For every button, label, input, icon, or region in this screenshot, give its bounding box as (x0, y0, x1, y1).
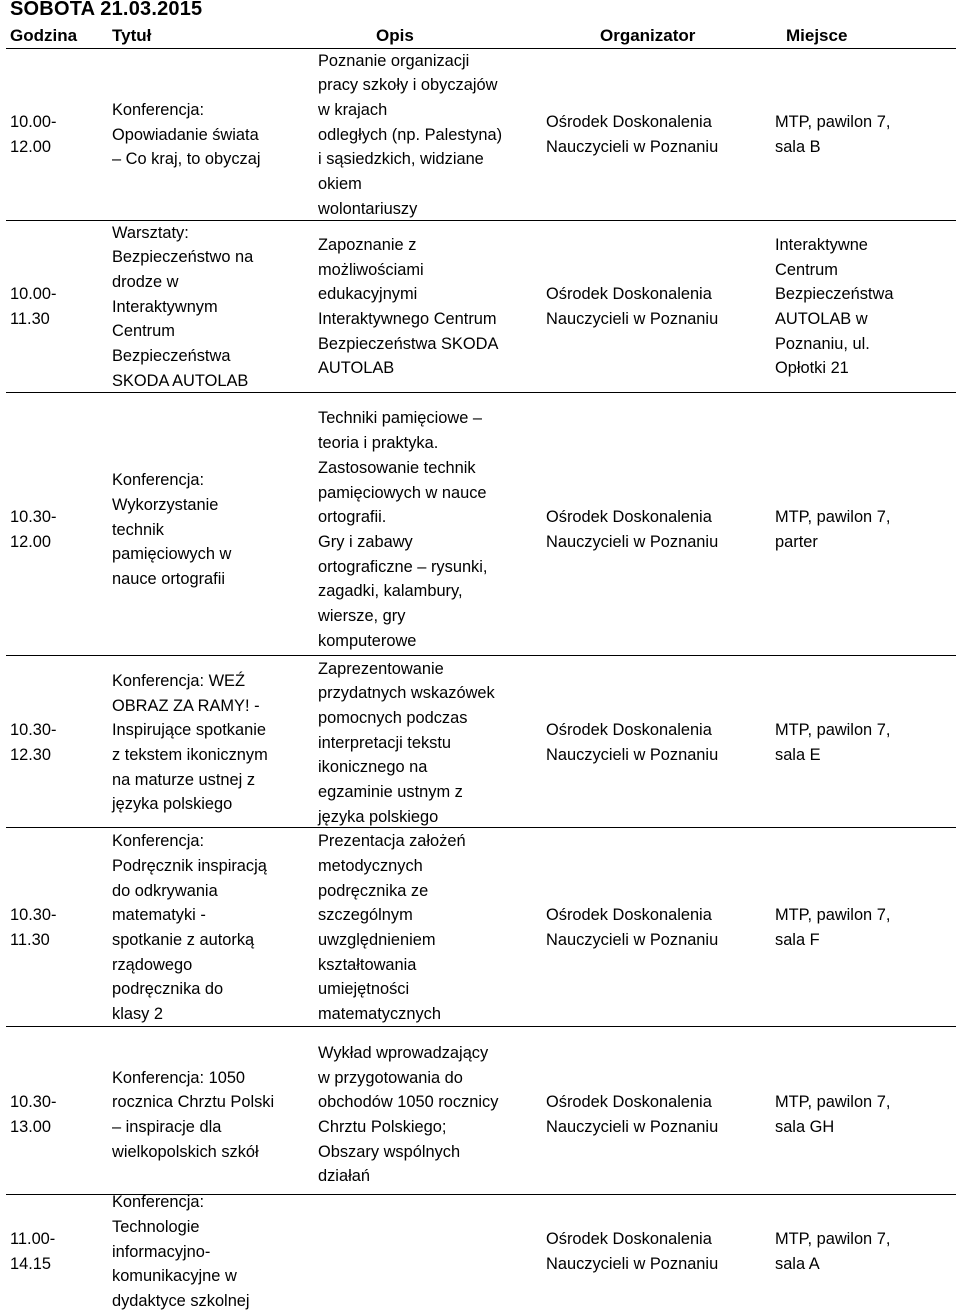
title-cell-line: Warsztaty: (112, 223, 189, 242)
time-cell-line: 14.15 (10, 1255, 52, 1273)
title-cell-line: – Co kraj, to obyczaj (112, 150, 261, 169)
description-cell-line: ortografii. (318, 508, 387, 527)
place-cell (775, 1196, 955, 1308)
title-cell-line: na maturze ustnej z (112, 770, 256, 789)
description-cell-line: Interaktywnego Centrum (318, 310, 497, 328)
time-cell-line: 12.00 (10, 138, 52, 156)
time-cell (10, 404, 100, 656)
time-cell-line: 11.30 (10, 310, 50, 328)
place-cell-line: Opłotki 21 (775, 359, 849, 378)
table-row (0, 1036, 960, 1194)
description-cell-line: pamięciowych w nauce (318, 483, 487, 502)
description-cell-line: teoria i praktyka. (318, 434, 439, 453)
title-cell-line: informacyjno- (112, 1242, 211, 1261)
description-cell-line: Obszary wspólnych (318, 1142, 461, 1161)
title-cell-line: Konferencja: 1050 (112, 1068, 246, 1087)
title-cell-line: spotkanie z autorką (112, 931, 255, 949)
description-cell-line: umiejętności (318, 980, 410, 999)
column-header-organizer: Organizator (600, 26, 696, 45)
description-cell-line: Techniki pamięciowe – (318, 409, 482, 428)
place-cell-line: AUTOLAB w (775, 310, 868, 328)
description-cell (318, 222, 543, 392)
organizer-cell-line: Ośrodek Doskonalenia (546, 1093, 712, 1112)
time-cell-line: 10.30- (10, 1093, 57, 1112)
organizer-cell-line: Nauczycieli w Poznaniu (546, 310, 719, 328)
organizer-cell-line: Nauczycieli w Poznaniu (546, 931, 719, 949)
title-cell-line: podręcznika do (112, 980, 224, 999)
description-cell-line: komputerowe (318, 631, 417, 650)
place-cell-line: sala GH (775, 1118, 835, 1136)
description-cell-line: egzaminie ustnym z (318, 783, 463, 802)
place-cell-line: sala F (775, 931, 820, 949)
place-cell-line: MTP, pawilon 7, (775, 1230, 891, 1249)
organizer-cell (546, 404, 771, 656)
description-cell (318, 1196, 543, 1308)
description-cell-line: Wykład wprowadzający (318, 1043, 489, 1062)
place-cell (775, 1036, 955, 1194)
description-cell-line: pomocnych podczas (318, 708, 468, 727)
time-cell-line: 10.00- (10, 113, 57, 132)
place-cell-line: MTP, pawilon 7, (775, 113, 891, 132)
description-cell-line: edukacyjnymi (318, 285, 418, 304)
column-header-title: Tytuł (112, 26, 152, 45)
time-cell (10, 50, 100, 220)
time-cell (10, 829, 100, 1027)
description-cell-line: wolontariuszy (318, 199, 418, 218)
description-cell-line: w krajach (318, 100, 388, 119)
organizer-cell-line: Ośrodek Doskonalenia (546, 1230, 712, 1249)
title-cell-line: OBRAZ ZA RAMY! - (112, 696, 260, 715)
title-cell-line: rządowego (112, 955, 193, 974)
description-cell-line: interpretacji tekstu (318, 733, 452, 752)
title-cell-line: technik (112, 520, 164, 539)
table-row (0, 1193, 960, 1311)
description-cell-line: Bezpieczeństwa SKODA (318, 334, 499, 353)
description-cell (318, 50, 543, 220)
description-cell-line: ortograficzne – rysunki, (318, 557, 488, 576)
title-cell-line: Technologie (112, 1217, 200, 1236)
title-cell-line: drodze w (112, 272, 179, 291)
description-cell-line: Zastosowanie technik (318, 458, 476, 477)
time-cell-line: 13.00 (10, 1118, 52, 1136)
title-cell-line: Inspirujące spotkanie (112, 721, 266, 740)
title-cell-line: komunikacyjne w (112, 1267, 237, 1286)
title-cell (112, 657, 312, 829)
description-cell-line: pracy szkoły i obyczajów (318, 76, 498, 95)
place-cell-line: Interaktywne (775, 235, 868, 254)
time-cell (10, 1196, 100, 1308)
organizer-cell (546, 222, 771, 392)
description-cell-line: Zaprezentowanie (318, 659, 444, 678)
title-cell (112, 50, 312, 220)
organizer-cell (546, 1036, 771, 1194)
title-cell (112, 1193, 312, 1311)
description-cell-line: i sąsiedzkich, widziane (318, 150, 484, 169)
time-cell (10, 222, 100, 392)
organizer-cell (546, 829, 771, 1027)
time-cell-line: 10.00- (10, 285, 57, 304)
title-cell-line: klasy 2 (112, 1005, 164, 1024)
table-row (0, 657, 960, 829)
time-cell (10, 657, 100, 829)
table-row (0, 50, 960, 220)
organizer-cell-line: Ośrodek Doskonalenia (546, 113, 712, 132)
place-cell-line: Poznaniu, ul. (775, 334, 870, 353)
title-cell-line: Wykorzystanie (112, 495, 219, 514)
column-header-time: Godzina (10, 26, 78, 45)
description-cell-line: działań (318, 1167, 370, 1186)
description-cell-line: odległych (np. Palestyna) (318, 125, 503, 144)
title-cell-line: Centrum (112, 322, 175, 341)
description-cell-line: kształtowania (318, 955, 417, 974)
description-cell-line: szczególnym (318, 906, 413, 925)
description-cell-line: Gry i zabawy (318, 533, 413, 551)
description-cell (318, 404, 543, 656)
table-row (0, 829, 960, 1027)
title-cell (112, 404, 312, 656)
title-cell-line: Bezpieczeństwo na (112, 248, 254, 267)
title-cell-line: Interaktywnym (112, 297, 218, 316)
page-title: SOBOTA 21.03.2015 (10, 0, 203, 20)
time-cell-line: 12.00 (10, 533, 52, 551)
place-cell-line: sala A (775, 1255, 820, 1273)
place-cell-line: sala B (775, 138, 821, 156)
title-cell-line: dydaktyce szkolnej (112, 1292, 250, 1311)
title-cell-line: Konferencja: (112, 471, 205, 490)
description-cell-line: w przygotowania do (318, 1068, 463, 1087)
time-cell-line: 10.30- (10, 508, 57, 527)
title-cell-line: Podręcznik inspiracją (112, 856, 267, 875)
description-cell-line: obchodów 1050 rocznicy (318, 1093, 499, 1112)
title-cell-line: nauce ortografii (112, 570, 225, 589)
description-cell-line: podręcznika ze (318, 881, 429, 900)
description-cell-line: Zapoznanie z (318, 235, 417, 254)
title-cell-line: Opowiadanie świata (112, 125, 259, 144)
title-cell-line: z tekstem ikonicznym (112, 746, 268, 764)
title-cell-line: Konferencja: (112, 832, 205, 851)
organizer-cell (546, 657, 771, 829)
time-cell-line: 10.30- (10, 721, 57, 740)
organizer-cell-line: Nauczycieli w Poznaniu (546, 1255, 719, 1273)
organizer-cell-line: Ośrodek Doskonalenia (546, 721, 712, 740)
description-cell-line: przydatnych wskazówek (318, 684, 495, 703)
place-cell-line: MTP, pawilon 7, (775, 906, 891, 925)
title-cell-line: SKODA AUTOLAB (112, 371, 249, 390)
description-cell-line: wiersze, gry (318, 607, 406, 626)
title-cell-line: rocznica Chrztu Polski (112, 1093, 275, 1112)
description-cell (318, 829, 543, 1027)
title-cell-line: matematyki - (112, 906, 206, 925)
title-cell (112, 829, 312, 1027)
place-cell-line: Bezpieczeństwa (775, 285, 894, 304)
place-cell-line: sala E (775, 746, 821, 764)
title-cell-line: Konferencja: WEŹ (112, 671, 245, 690)
table-row (0, 222, 960, 392)
place-cell-line: MTP, pawilon 7, (775, 721, 891, 740)
organizer-cell-line: Ośrodek Doskonalenia (546, 906, 712, 925)
description-cell-line: Prezentacja założeń (318, 832, 466, 851)
title-cell-line: pamięciowych w (112, 545, 232, 564)
place-cell-line: MTP, pawilon 7, (775, 1093, 891, 1112)
description-cell-line: zagadki, kalambury, (318, 582, 463, 601)
description-cell (318, 657, 543, 829)
place-cell (775, 657, 955, 829)
place-cell (775, 829, 955, 1027)
organizer-cell-line: Nauczycieli w Poznaniu (546, 746, 719, 764)
time-cell-line: 10.30- (10, 906, 57, 925)
time-cell-line: 11.00- (10, 1230, 56, 1249)
time-cell-line: 11.30 (10, 931, 50, 949)
organizer-cell-line: Ośrodek Doskonalenia (546, 285, 712, 304)
description-cell-line: ikonicznego na (318, 758, 428, 777)
organizer-cell (546, 1196, 771, 1308)
column-header-place: Miejsce (786, 26, 848, 45)
time-cell-line: 12.30 (10, 746, 52, 764)
organizer-cell-line: Nauczycieli w Poznaniu (546, 1118, 719, 1136)
description-cell-line: metodycznych (318, 856, 423, 875)
title-cell-line: Konferencja: (112, 100, 205, 119)
organizer-cell (546, 50, 771, 220)
place-cell (775, 50, 955, 220)
title-cell-line: wielkopolskich szkół (112, 1142, 259, 1161)
title-cell-line: do odkrywania (112, 881, 218, 900)
place-cell-line: MTP, pawilon 7, (775, 508, 891, 527)
organizer-cell-line: Nauczycieli w Poznaniu (546, 533, 719, 551)
place-cell-line: parter (775, 533, 818, 551)
place-cell (775, 222, 955, 392)
place-cell (775, 404, 955, 656)
organizer-cell-line: Nauczycieli w Poznaniu (546, 138, 719, 156)
description-cell-line: AUTOLAB (318, 359, 395, 378)
time-cell (10, 1036, 100, 1194)
title-cell-line: Konferencja: (112, 1193, 205, 1212)
title-cell-line: języka polskiego (112, 795, 233, 814)
title-cell-line: – inspiracje dla (112, 1118, 222, 1136)
title-cell-line: Bezpieczeństwa (112, 347, 231, 366)
description-cell-line: okiem (318, 175, 362, 194)
description-cell-line: matematycznych (318, 1005, 441, 1024)
description-cell-line: Poznanie organizacji (318, 51, 470, 70)
description-cell (318, 1036, 543, 1194)
description-cell-line: języka polskiego (318, 807, 439, 826)
title-cell (112, 222, 312, 392)
column-header-description: Opis (376, 26, 414, 45)
title-cell (112, 1036, 312, 1194)
table-row (0, 404, 960, 656)
description-cell-line: możliwościami (318, 260, 424, 279)
description-cell-line: Chrztu Polskiego; (318, 1118, 447, 1136)
description-cell-line: uwzględnieniem (318, 931, 436, 949)
place-cell-line: Centrum (775, 260, 838, 279)
organizer-cell-line: Ośrodek Doskonalenia (546, 508, 712, 527)
